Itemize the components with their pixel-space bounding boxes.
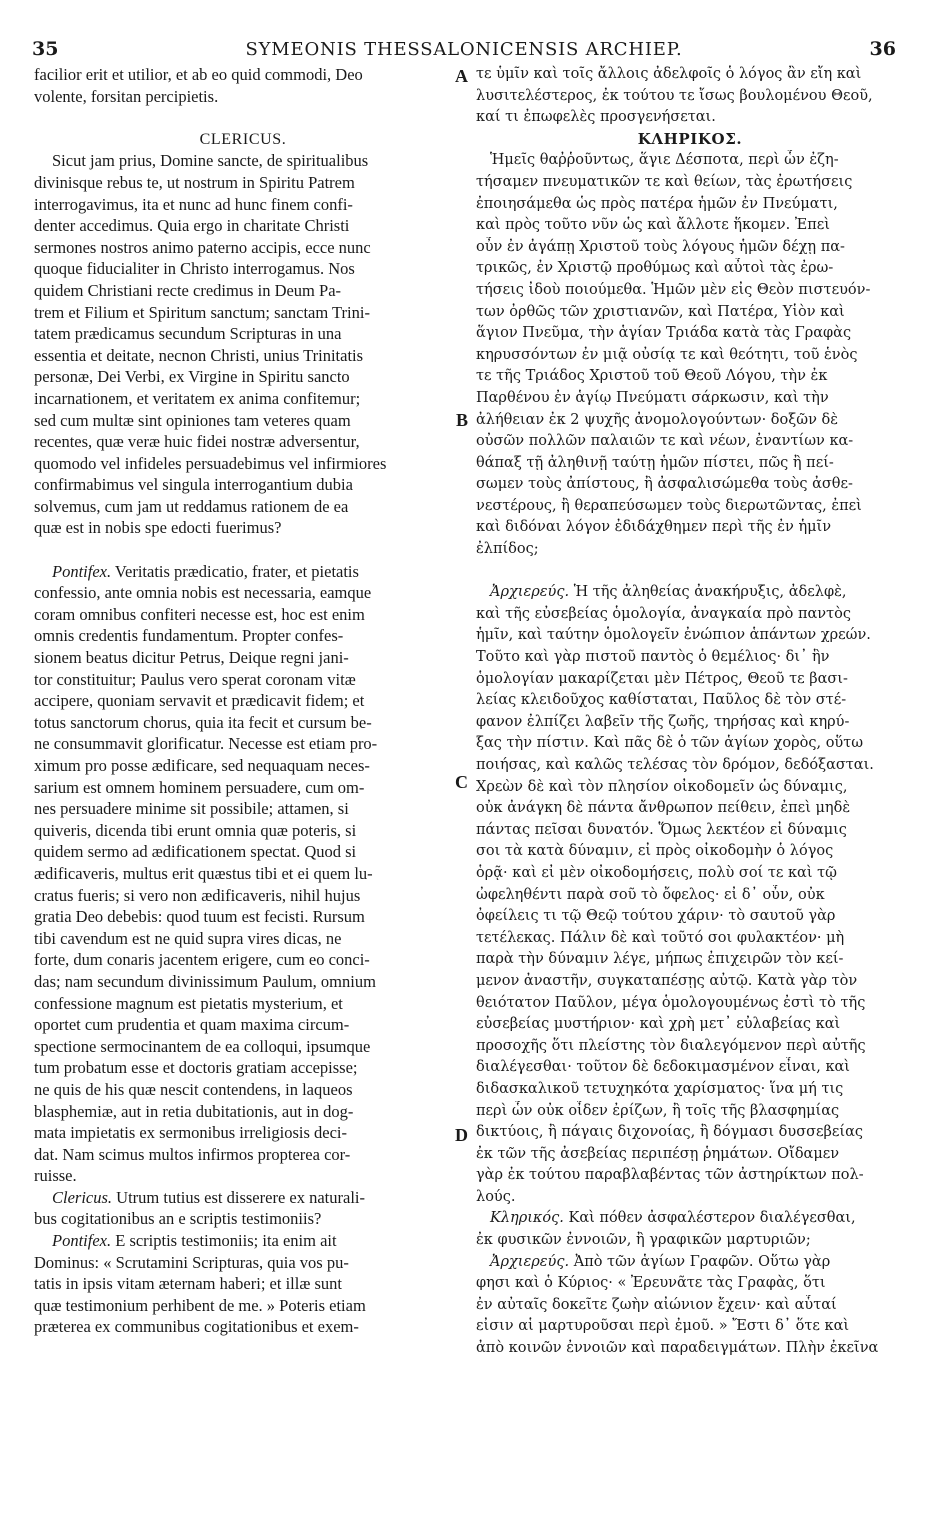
text-line: τε ὑμῖν καὶ τοῖς ἄλλοις ἀδελφοῖς ὁ λόγος ἂν εἴη καὶ	[476, 66, 862, 82]
text-line: Ἡμεῖς θαῤῥοῦντως, ἅγιε Δέσποτα, περὶ ὧν ἐζη-	[490, 152, 839, 169]
text-line: ποιήσας, καὶ καλῶς τελέσας τὸν δρόμον, δεδόξασται.	[476, 757, 874, 773]
text-run: Καὶ πόθεν ἀσφαλέστερον διαλέγεσθαι,	[563, 1210, 856, 1227]
latin-answer-paragraph	[34, 1230, 452, 1338]
text-line: spectione sermocinantem de ea colloqui, ipsumque	[34, 1036, 371, 1056]
text-line: forte, dum conaris jacentem erigere, cum eo conci-	[34, 950, 370, 970]
text-line	[34, 1187, 452, 1209]
speaker-label: Clericus.	[52, 1187, 113, 1207]
text-line: καὶ τῆς εὐσεβείας ὁμολογία, ἀναγκαία πρὸ παντὸς	[476, 605, 851, 622]
text-line: ἀπὸ κοινῶν ἐννοιῶν καὶ παραδειγμάτων. Πλὴν ἐκεῖνα	[476, 1340, 879, 1357]
text-line: οὐσῶν πολλῶν παλαιῶν τε καὶ νέων, ἐναντίων κα-	[476, 433, 854, 450]
text-line: οὐκ ἀνάγκη δὲ πάντα ἄνθρωπον πείθειν, ἐπεὶ μηδὲ	[476, 800, 851, 817]
latin-intro	[34, 64, 452, 107]
text-line: totus sanctorum chorus, quia ita fecit et cursum be-	[34, 712, 372, 732]
text-line: τήσεις ἰδοὺ ποιούμεθα. Ἡμῶν μὲν εἰς Θεὸν πιστευόν-	[476, 281, 871, 298]
page-number-left: 35	[32, 38, 59, 60]
text-line: διδασκαλικοῦ τετυχηκότα χαρίσματος· ἵνα μή τις	[476, 1080, 844, 1097]
text-line: nes persuadere minime sit possibile; attamen, si	[34, 799, 349, 819]
text-line: ne consummavit glorificatur. Necesse est etiam pro-	[34, 734, 378, 754]
greek-question-paragraph	[476, 1208, 904, 1251]
text-line: tibi cavendum est ne quid supra vires dicas, ne	[34, 928, 342, 948]
text-line	[476, 582, 904, 604]
text-line: tum probatum esse et doctoris gratiam accepisse;	[34, 1058, 358, 1078]
running-title: SYMEONIS THESSALONICENSIS ARCHIEP.	[245, 39, 683, 60]
text-run: E scriptis testimoniis; ita enim ait	[111, 1231, 337, 1251]
text-line: divinisque rebus te, ut nostrum in Spiritu Patrem	[34, 172, 355, 192]
text-line: sarium est omnem hominem persuadere, cum om-	[34, 777, 365, 797]
text-line: τήσαμεν πνευματικῶν τε καὶ θείων, τὰς ἐρωτήσεις	[476, 173, 853, 190]
text-line: quiveris, dicenda tibi erunt omnia quæ poteris, si	[34, 820, 357, 840]
text-line: δικτύοις, ἢ πάγαις διχονοίας, ἢ δόγμασι δυσσεβείας	[476, 1124, 864, 1141]
text-line: μενον ἀναστῆν, συγκαταπέσῃς αὐτῷ. Κατὰ γὰρ τὸν	[476, 972, 858, 989]
text-line: τε τῆς Τριάδος Χριστοῦ τοῦ Θεοῦ Λόγου, τὴν ἐκ	[476, 368, 828, 385]
text-line: ὁρᾷ· καὶ εἰ μὲν οἰκοδομήσεις, πολὺ σοί τε καὶ τῷ	[476, 864, 837, 881]
page-number-right: 36	[869, 38, 896, 60]
text-line: tatis in ipsis vitam æternam haberi; et illæ sunt	[34, 1274, 342, 1294]
text-line: gratia Deo debebis: quod tuum est fecisti. Rursum	[34, 907, 365, 927]
text-line: καὶ διδόναι λόγον ἐδιδάχθημεν περὶ τῆς ἐν ἡμῖν	[476, 519, 832, 536]
text-line: quomodo vel infideles persuadebimus vel infirmiores	[34, 453, 387, 473]
text-line: νεστέρους, ἢ θεραπεύσωμεν τοὺς διερωτῶντας, ἐπεὶ	[476, 497, 862, 514]
text-line: interrogavimus, ita et nunc ad hunc finem confi-	[34, 194, 353, 214]
text-run: Veritatis prædicatio, frater, et pietatis	[111, 561, 359, 581]
text-line: λυσιτελέστερος, ἐκ τούτου τε ἴσως βουλομένου Θεοῦ,	[476, 87, 873, 104]
text-line: confessio, ante omnia nobis est necessaria, eamque	[34, 583, 372, 603]
text-line: facilior erit et utilior, et ab eo quid commodi, Deo	[34, 65, 363, 84]
text-line: θάπαξ τῇ ἀληθινῇ ταύτῃ ἡμῶν πίστει, πῶς ἢ πεί-	[476, 454, 834, 471]
text-line: confirmabimus vel singula interrogantium dubia	[34, 475, 353, 495]
text-line: Παρθένου ἐν ἁγίῳ Πνεύματι σάρκωσιν, καὶ τὴν	[476, 389, 829, 406]
latin-speaker-heading: CLERICUS.	[199, 130, 287, 148]
text-line: τρικῶς, ἐν Χριστῷ προθύμως καὶ αὖτοὶ τὰς ἐρω-	[476, 260, 834, 277]
greek-pontifex-paragraph	[476, 582, 904, 1208]
text-line: quæ testimonium perhibent de me. » Poteris etiam	[34, 1295, 366, 1315]
latin-pontifex-paragraph	[34, 561, 452, 1187]
text-line: κηρυσσόντων ἐν μιᾷ οὐσίᾳ τε καὶ θεότητι, τοῦ ἑνὸς	[476, 346, 858, 363]
text-line: ἐκ φυσικῶν ἐννοιῶν, ἢ γραφικῶν μαρτυριῶν;	[476, 1232, 811, 1249]
text-line: εὐσεβείας μυστήριον· καὶ χρὴ μετ᾿ εὐλαβείας καὶ	[476, 1016, 841, 1033]
text-line: φανον ἐλπίζει λαβεῖν τῆς ζωῆς, τηρήσας καὶ κηρύ-	[476, 713, 850, 730]
column-marker-b: B	[456, 410, 469, 430]
text-line: accipere, quoniam servavit et prædicavit fidem; et	[34, 691, 365, 711]
text-line: recentes, quæ veræ huic fidei nostræ adversentur,	[34, 432, 360, 452]
text-line: Sicut jam prius, Domine sancte, de spiritualibus	[52, 151, 369, 171]
text-line: διαλέγεσθαι· τοῦτον δὲ δεδοκιμασμένον εἶναι, καὶ	[476, 1059, 850, 1076]
text-line: προσοχῆς ὅτι πλείστης τὸν διαλεγόμενον περὶ αὐτῆς	[476, 1037, 866, 1054]
text-line: sed cum multæ sint opiniones tam veteres quam	[34, 410, 351, 430]
text-line	[476, 1252, 904, 1274]
text-line: ἐν αὐταῖς δοκεῖτε ζωὴν αἰώνιον ἔχειν· καὶ αὗταί	[476, 1296, 837, 1313]
text-line: Χρεὼν δὲ καὶ τὸν πλησίον οἰκοδομεῖν ὡς δύναμις,	[476, 778, 848, 795]
text-line: σοι τὰ κατὰ δύναμιν, εἰ πρὸς οἰκοδομὴν ὁ λόγος	[476, 843, 834, 860]
greek-answer-paragraph	[476, 1252, 904, 1360]
greek-clericus-paragraph	[476, 150, 904, 560]
text-line: personæ, Dei Verbi, ex Virgine in Spiritu sancto	[34, 367, 350, 387]
text-line: ὠφεληθέντι παρὰ σοῦ τὸ ὄφελος· εἰ δ᾿ οὖν, οὐκ	[476, 886, 825, 903]
text-line: denter accedimus. Quia ergo in charitate Christi	[34, 216, 350, 236]
text-line: ξας τὴν πίστιν. Καὶ πᾶς δὲ ὁ τῶν ἁγίων χορὸς, οὕτω	[476, 735, 864, 752]
text-line: θειότατον Παῦλον, μέγα ὁμολογουμένως ἐστὶ τὸ τῆς	[476, 994, 866, 1011]
greek-column	[476, 64, 904, 1360]
text-line: mata impietatis ex sermonibus irreligiosis deci-	[34, 1123, 347, 1143]
column-marker-d: D	[455, 1125, 468, 1145]
text-line: quoque fiducialiter in Christo interrogamus. Nos	[34, 259, 355, 279]
latin-column	[34, 64, 452, 1338]
latin-clericus-paragraph	[34, 150, 452, 539]
speaker-label: Pontifex.	[52, 561, 112, 581]
text-line: Dominus: « Scrutamini Scripturas, quia vos pu-	[34, 1252, 349, 1272]
text-line: quidem sermo ad ædificationem spectat. Quod si	[34, 842, 357, 862]
text-line: incarnationem, et veritatem ex anima confitemur;	[34, 388, 361, 408]
text-line: οὖν ἐν ἀγάπῃ Χριστοῦ τοὺς λόγους ἡμῶν δέχῃ πα-	[476, 238, 845, 255]
text-line: περὶ ὧν οὐκ οἶδεν ἐρίζων, ἢ τοῖς τῆς βλασφημίας	[476, 1102, 840, 1119]
text-line: ἐποιησάμεθα ὡς πρὸς πατέρα ἡμῶν ἐν Πνεύματι,	[476, 195, 838, 212]
text-run: Ἡ τῆς ἀληθείας ἀνακήρυξις, ἀδελφὲ,	[569, 584, 847, 601]
text-line	[34, 1230, 452, 1252]
speaker-label: Κληρικός.	[490, 1210, 564, 1227]
text-line: tatem prædicamus secundum Scripturas in una	[34, 324, 342, 344]
page-header	[32, 38, 896, 62]
text-line: ἐλπίδος;	[476, 541, 539, 558]
text-line	[476, 1208, 904, 1230]
text-line: Τοῦτο καὶ γὰρ πιστοῦ παντὸς ὁ θεμέλιος· δι᾿ ἣν	[476, 649, 830, 666]
text-line: ἀλήθειαν ἐκ 2 ψυχῆς ἀνομολογούντων· δοξῶν δὲ	[476, 411, 839, 428]
text-run: Utrum tutius est disserere ex naturali-	[112, 1187, 365, 1207]
greek-speaker-heading: ΚΛΗΡΙΚΟΣ.	[637, 129, 743, 148]
column-marker-a: A	[455, 66, 468, 86]
latin-question-paragraph	[34, 1187, 452, 1230]
text-line: cratus fueris; si vero non ædificaveris, nihil hujus	[34, 885, 361, 905]
text-line: blasphemiæ, aut in retia dubitationis, aut in dog-	[34, 1101, 354, 1121]
text-line: πάντας πεῖσαι δυνατόν. Ὅμως λεκτέον εἰ δύναμις	[476, 821, 847, 838]
text-line: dat. Nam scimus multos infirmos propterea cor-	[34, 1144, 351, 1164]
text-line: ruisse.	[34, 1166, 77, 1186]
text-line: ὁμολογίαν μακαρίζεται μὲν Πέτρος, Θεοῦ τε βασι-	[476, 670, 848, 687]
text-line	[34, 561, 452, 583]
text-line: σωμεν τοὺς ἀπίστους, ἢ ἀσφαλισώμεθα τοὺς ἀσθε-	[476, 476, 853, 493]
text-line: volente, forsitan percipietis.	[34, 86, 219, 106]
text-line: τετέλεκας. Πάλιν δὲ καὶ τοῦτό σοι φυλακτέον· μὴ	[476, 929, 845, 946]
text-line: oportet cum prudentia et quam maxima circum-	[34, 1015, 350, 1035]
text-run: Ἀπὸ τῶν ἁγίων Γραφῶν. Οὕτω γὰρ	[569, 1253, 831, 1270]
speaker-label: Pontifex.	[52, 1231, 112, 1251]
text-line: καὶ πρὸς τοῦτο νῦν ὡς καὶ ἄλλοτε ἥκομεν. Ἐπεὶ	[476, 217, 830, 234]
text-line: essentia et deitate, necnon Christi, unius Trinitatis	[34, 345, 364, 365]
text-line: φησι καὶ ὁ Κύριος· « Ἐρευνᾶτε τὰς Γραφὰς, ὅτι	[476, 1275, 826, 1292]
text-line: das; nam secundum divinissimum Paulum, omnium	[34, 971, 376, 991]
text-line: coram omnibus confiteri necesse est, hoc est enim	[34, 604, 365, 624]
text-line: confessione magnum est pietatis mysterium, et	[34, 993, 343, 1013]
text-line: παρὰ τὴν δύναμιν λέγε, μήπως ἐπιχειρῶν τὸν κεί-	[476, 951, 844, 968]
text-line: ἡμῖν, καὶ ταύτην ὁμολογεῖν ἐνώπιον ἁπάντων χρεών.	[476, 627, 871, 644]
text-line: καί τι ἐπωφελὲς προσγενήσεται.	[476, 109, 716, 126]
text-line: ἐκ τῶν τῆς ἀσεβείας περιπέσῃ ῥημάτων. Οἴδαμεν	[476, 1145, 840, 1162]
speaker-label: Ἀρχιερεύς.	[490, 1253, 570, 1270]
text-line: trem et Filium et Spiritum sanctum; sanctam Trini-	[34, 302, 370, 322]
greek-intro	[476, 64, 904, 129]
text-line: omnis credentis fundamentum. Propter confes-	[34, 626, 344, 646]
text-line: ὀφείλεις τι τῷ Θεῷ τούτου χάριν· τὸ σαυτοῦ γὰρ	[476, 908, 836, 925]
text-line: quæ est in nobis spe edocti fuerimus?	[34, 518, 282, 538]
text-line: tor constituitur; Paulus vero sperat coronam vitæ	[34, 669, 356, 689]
text-line: sionem beatus dicitur Petrus, Deique regni jani-	[34, 648, 349, 668]
text-line: λείας κλειδοῦχος καθίσταται, Παῦλος δὲ τὸν στέ-	[476, 692, 847, 709]
speaker-label: Ἀρχιερεύς.	[490, 584, 570, 601]
text-line: ne quis de his quæ nescit contendens, in laqueos	[34, 1079, 353, 1099]
text-line: λούς.	[476, 1188, 516, 1205]
column-marker-c: C	[455, 772, 468, 792]
text-line: ἅγιον Πνεῦμα, τὴν ἁγίαν Τριάδα κατὰ τὰς Γραφὰς	[476, 325, 852, 342]
text-line: εἰσιν αἱ μαρτυροῦσαι περὶ ἐμοῦ. » Ἔστι δ᾿ ὅτε καὶ	[476, 1318, 850, 1335]
text-line: solvemus, cum jam ut reddamus rationem de ea	[34, 496, 349, 516]
text-line: γὰρ ἐκ τούτου παραβλαβέντας τῶν ἀστηρίκτων πολ-	[476, 1167, 864, 1184]
text-line: bus cogitationibus an e scriptis testimoniis?	[34, 1209, 322, 1229]
text-line: των ὀρθῶς τῶν χριστιανῶν, καὶ Πατέρα, Υἱὸν καὶ	[476, 303, 845, 320]
text-line: ædificaveris, multus erit quæstus tibi et ei quem lu-	[34, 863, 373, 883]
text-line: quidem Christiani recte credimus in Deum Pa-	[34, 280, 342, 300]
text-line: sermones nostros animo paterno accipis, ecce nunc	[34, 237, 371, 257]
text-line: ximum pro posse ædificare, sed nequaquam neces-	[34, 756, 370, 775]
text-line: præterea ex communibus cogitationibus et exem-	[34, 1317, 359, 1337]
